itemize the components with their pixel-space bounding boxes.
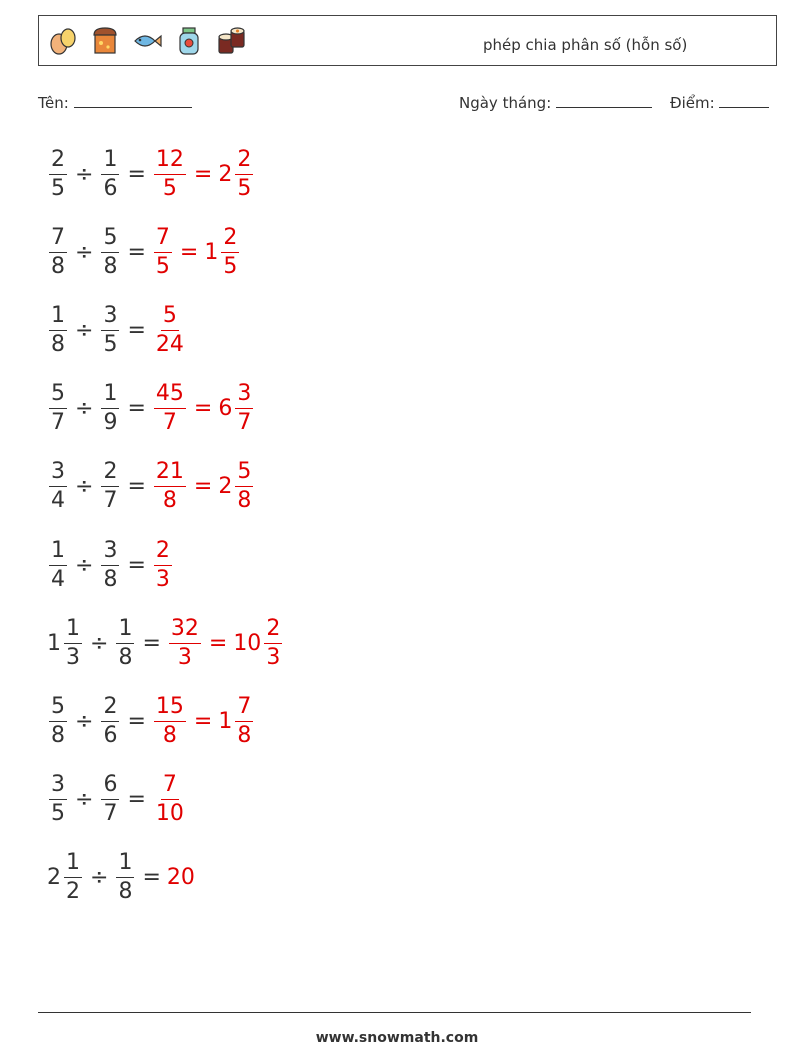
equals-sign: = [193,396,213,422]
fraction [49,461,67,512]
divisor [99,693,121,748]
footer-divider [38,1012,751,1013]
denominator: 8 [103,566,118,592]
divide-sign: ÷ [75,708,94,734]
fraction [49,774,67,825]
name-label: Tên: [38,94,69,112]
equals-sign: = [127,474,146,500]
fraction [154,383,186,434]
equals-sign: = [193,708,213,734]
score-field [670,93,769,112]
worksheet-title: phép chia phân số (hỗn số) [483,36,688,54]
denominator: 3 [66,644,80,670]
numerator: 3 [49,774,67,800]
numerator: 7 [235,696,253,722]
divisor [99,224,121,279]
answer [152,146,255,201]
numerator: 1 [101,383,119,409]
answer-fraction [152,146,188,201]
denominator: 8 [162,722,177,748]
numerator: 3 [101,305,119,331]
fraction [235,693,253,748]
whole-number: 2 [218,161,233,187]
denominator: 5 [51,175,65,201]
numerator: 3 [235,383,253,409]
fraction [264,615,282,670]
whole-number: 1 [47,630,61,656]
numerator: 1 [116,618,134,644]
denominator: 8 [237,722,252,748]
numerator: 2 [101,696,119,722]
numerator: 1 [116,852,134,878]
equals-sign: = [127,708,146,734]
fraction [154,146,186,201]
denominator: 7 [237,410,252,436]
numerator: 7 [154,227,172,253]
whole-number: 2 [47,865,61,891]
numerator: 45 [154,383,186,409]
fraction [49,146,67,201]
date-field [459,93,652,112]
denominator: 3 [266,644,281,670]
denominator: 8 [51,722,65,748]
denominator: 5 [162,175,177,201]
answer-fraction [152,383,188,434]
fraction [116,615,134,670]
problem-row [47,611,284,675]
answer-fraction [152,774,188,825]
fraction [101,383,119,434]
divide-sign: ÷ [75,317,94,343]
fraction [49,693,67,748]
denominator: 8 [51,331,65,357]
divisor [99,537,121,592]
fraction [101,224,119,279]
answer [152,693,255,748]
numerator: 1 [64,618,82,644]
fraction [154,224,172,279]
date-blank [556,93,652,108]
denominator: 5 [237,175,252,201]
fraction [49,383,67,434]
equals-sign: = [208,630,228,656]
dividend [47,693,69,748]
answer [152,302,188,357]
divisor [99,146,121,201]
equals-sign: = [127,396,146,422]
denominator: 8 [103,253,118,279]
answer-mixed-number [218,461,255,512]
numerator: 2 [264,618,282,644]
header-icons [47,22,247,60]
equals-sign: = [127,552,146,578]
whole-number: 2 [218,474,233,500]
dividend [47,615,84,670]
problem-row [47,455,255,519]
equals-sign: = [127,239,146,265]
numerator: 1 [49,305,67,331]
name-field [38,93,192,112]
fraction [101,302,119,357]
equals-sign: = [127,787,146,813]
denominator: 7 [103,488,118,514]
fraction [101,537,119,592]
denominator: 5 [223,253,238,279]
divide-sign: ÷ [75,787,94,813]
fraction [49,537,67,592]
problem-row [47,298,188,362]
denominator: 9 [103,410,118,436]
fraction [235,383,253,434]
numerator: 5 [49,696,67,722]
dividend [47,224,69,279]
denominator: 3 [155,566,170,592]
whole-number: 1 [218,708,233,734]
fraction [101,146,119,201]
answer-fraction [167,615,203,670]
answer-mixed-number [204,224,241,279]
dividend [47,537,69,592]
denominator: 8 [237,488,252,514]
numerator: 2 [101,461,119,487]
dividend [47,774,69,825]
date-label: Ngày tháng: [459,94,552,112]
answer-fraction [152,693,188,748]
numerator: 12 [154,149,186,175]
fraction [154,461,186,512]
numerator: 1 [49,540,67,566]
equals-sign: = [127,161,146,187]
fraction [116,852,134,903]
answer-fraction [152,224,174,279]
numerator: 1 [101,149,119,175]
divisor [114,615,136,670]
divide-sign: ÷ [75,239,94,265]
denominator: 4 [51,566,65,592]
fraction [221,224,239,279]
numerator: 2 [49,149,67,175]
fraction [64,615,82,670]
footer-url: www.snowmath.com [315,1030,479,1046]
answer [167,865,195,890]
whole-number: 1 [204,239,219,265]
numerator: 5 [161,305,179,331]
equals-sign: = [127,317,146,343]
answer-fraction [152,537,174,592]
numerator: 2 [221,227,239,253]
whole-number: 6 [218,396,233,422]
denominator: 5 [103,331,118,357]
fraction [235,461,253,512]
numerator: 7 [161,774,179,800]
answer [152,537,174,592]
numerator: 1 [64,852,82,878]
answer-mixed-number [218,693,255,748]
answer-fraction [152,461,188,512]
fraction [235,146,253,201]
numerator: 3 [101,540,119,566]
numerator: 21 [154,461,186,487]
problem-row [47,846,195,910]
score-blank [719,93,769,108]
answer [152,224,241,279]
denominator: 6 [103,722,118,748]
divisor [99,774,121,825]
equals-sign: = [193,474,213,500]
toast-icon [89,25,121,57]
answer-mixed-number [218,146,255,201]
dividend [47,461,69,512]
answer [152,774,188,825]
jam-jar-icon [173,25,205,57]
answer-mixed-number [218,383,255,434]
equals-sign: = [142,630,161,656]
score-label: Điểm: [670,94,715,112]
numerator: 2 [154,540,172,566]
whole-number: 10 [233,630,262,656]
denominator: 5 [155,253,170,279]
divisor [99,302,121,357]
problem-row [47,142,255,206]
denominator: 24 [155,331,184,357]
fraction [101,693,119,748]
fraction [154,537,172,592]
numerator: 6 [101,774,119,800]
problem-row [47,220,241,284]
fraction [169,615,201,670]
denominator: 4 [51,488,65,514]
denominator: 8 [118,644,133,670]
numerator: 5 [49,383,67,409]
answer-whole: 20 [166,865,195,891]
denominator: 8 [118,879,133,905]
denominator: 2 [66,879,80,905]
problem-row [47,377,255,441]
name-blank [74,93,192,108]
problem-row [47,768,188,832]
divide-sign: ÷ [75,552,94,578]
denominator: 10 [155,801,184,827]
answer [152,461,255,512]
sushi-roll-icon [215,25,247,57]
divide-sign: ÷ [75,474,94,500]
problem-row [47,689,255,753]
fraction [49,224,67,279]
denominator: 3 [177,644,192,670]
numerator: 5 [235,461,253,487]
denominator: 5 [51,801,65,827]
answer-mixed-number [233,615,284,670]
divisor [114,852,136,903]
numerator: 3 [49,461,67,487]
dividend [47,383,69,434]
numerator: 5 [101,227,119,253]
numerator: 2 [235,149,253,175]
divide-sign: ÷ [75,161,94,187]
divisor [99,461,121,512]
numerator: 15 [154,696,186,722]
fraction [154,774,186,825]
numerator: 7 [49,227,67,253]
numerator: 32 [169,618,201,644]
fish-icon [131,25,163,57]
eggs-icon [47,25,79,57]
fraction [64,852,82,903]
denominator: 8 [51,253,65,279]
denominator: 7 [162,410,177,436]
divide-sign: ÷ [90,865,109,891]
problem-row [47,533,174,597]
equals-sign: = [142,865,161,891]
dividend [47,146,69,201]
worksheet-header [38,15,777,66]
answer-fraction [152,302,188,357]
denominator: 6 [103,175,118,201]
equals-sign: = [179,239,199,265]
fraction [154,302,186,357]
divide-sign: ÷ [90,630,109,656]
dividend [47,852,84,903]
fraction [49,302,67,357]
answer [167,615,284,670]
divide-sign: ÷ [75,396,94,422]
equals-sign: = [193,161,213,187]
divisor [99,383,121,434]
denominator: 7 [103,801,118,827]
fraction [101,774,119,825]
denominator: 8 [162,488,177,514]
denominator: 7 [51,410,65,436]
answer [152,383,255,434]
fraction [101,461,119,512]
fraction [154,693,186,748]
dividend [47,302,69,357]
